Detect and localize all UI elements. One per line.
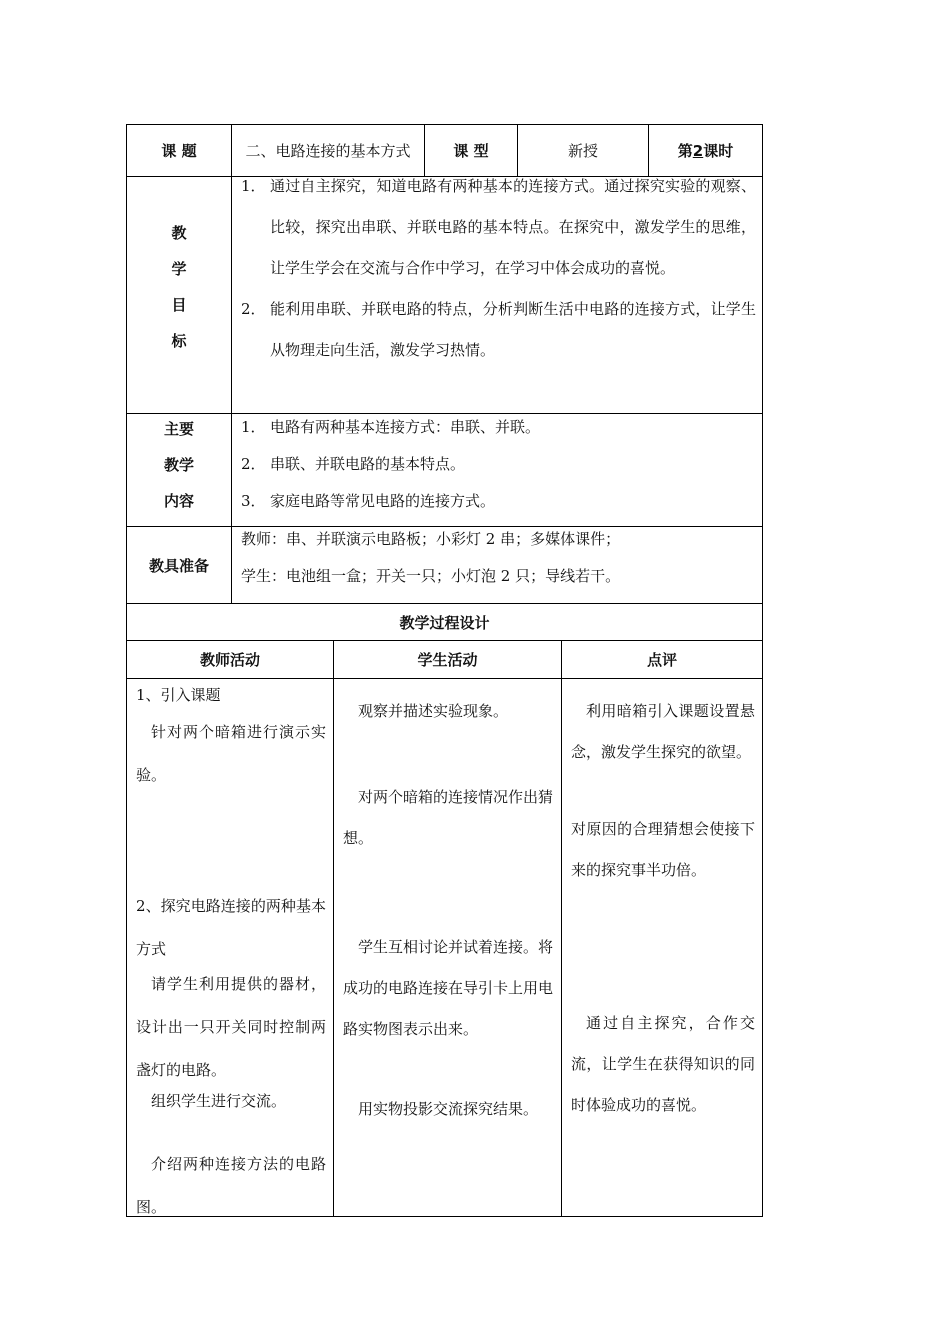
objectives-list [232,166,756,371]
comment-p2: 对原因的合理猜想会使接下来的探究事半功倍。 [571,820,755,879]
objectives-label-char: 目 [171,296,187,314]
content-list [232,409,756,520]
content-label-line: 教学 [163,456,194,474]
teacher-step2-text3: 介绍两种连接方法的电路图。 [136,1155,326,1216]
content-text: 家庭电路等常见电路的连接方式。 [270,492,496,510]
content-item [232,446,756,483]
student-p4: 用实物投影交流探究结果。 [358,1100,539,1118]
comment-p1: 利用暗箱引入课题设置悬念，激发学生探究的欲望。 [571,702,755,761]
period-suffix: 课时 [703,142,734,160]
type-label: 课 型 [453,142,489,160]
content-label-line: 主要 [163,420,194,438]
objective-text: 能利用串联、并联电路的特点，分析判断生活中电路的连接方式，让学生从物理走向生活，激发学习热情。 [270,300,756,359]
content-item [232,409,756,446]
col-comment-header: 点评 [646,651,677,669]
objectives-label [127,215,231,359]
equipment-label: 教具准备 [148,556,209,575]
student-p3: 学生互相讨论并试着连接。将成功的电路连接在导引卡上用电路实物图表示出来。 [343,938,554,1038]
teacher-step1-title: 1、引入课题 [136,686,221,704]
objective-item [232,289,756,371]
objective-item [232,166,756,289]
teacher-step2-text2: 组织学生进行交流。 [151,1092,287,1110]
topic-label: 课 题 [161,142,197,160]
teacher-step2-title: 2、探究电路连接的两种基本方式 [136,897,326,958]
objective-text: 通过自主探究，知道电路有两种基本的连接方式。通过探究实验的观察、比较，探究出串联、并联电路的基本特点。在探究中，激发学生的思维，让学生学会在交流与合作中学习，在学习中体会成功的喜悦。 [270,177,756,277]
content-num: 1． [241,418,266,436]
topic-value: 二、电路连接的基本方式 [245,141,411,160]
objectives-label-char: 标 [171,332,187,350]
type-value: 新授 [567,142,598,160]
content-num: 3． [241,492,266,510]
period-number: 2 [692,141,704,160]
content-num: 2． [241,455,266,473]
content-text: 串联、并联电路的基本特点。 [270,455,466,473]
content-item [232,483,756,520]
content-label-line: 内容 [163,492,194,510]
objective-num: 2． [241,300,266,318]
equipment-list [241,521,756,595]
content-label [127,411,231,519]
objective-num: 1． [241,177,266,195]
equipment-line: 学生：电池组一盒；开关一只；小灯泡 2 只；导线若干。 [241,567,621,585]
col-teacher-header: 教师活动 [199,651,260,669]
period-prefix: 第 [677,142,693,160]
teacher-step1-text: 针对两个暗箱进行演示实验。 [136,723,326,784]
comment-p3: 通过自主探究，合作交流，让学生在获得知识的同时体验成功的喜悦。 [571,1014,755,1114]
student-p1: 观察并描述实验现象。 [358,702,509,720]
col-student-header: 学生活动 [417,651,478,669]
student-p2: 对两个暗箱的连接情况作出猜想。 [343,788,554,847]
equipment-line: 教师：串、并联演示电路板；小彩灯 2 串；多媒体课件； [241,530,621,548]
process-title: 教学过程设计 [399,613,490,632]
content-text: 电路有两种基本连接方式：串联、并联。 [270,418,541,436]
teacher-step2-text: 请学生利用提供的器材，设计出一只开关同时控制两盏灯的电路。 [136,975,326,1079]
objectives-label-char: 学 [171,260,187,278]
objectives-label-char: 教 [171,224,187,242]
